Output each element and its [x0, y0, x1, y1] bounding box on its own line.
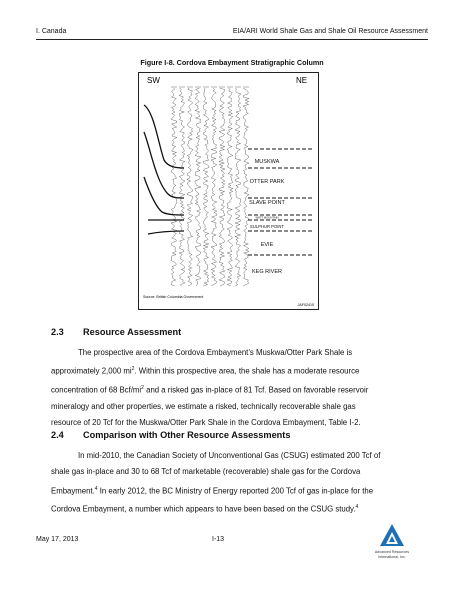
section-title: Comparison with Other Resource Assessments	[83, 430, 291, 440]
section-number: 2.3	[51, 327, 64, 337]
text-line: Embayment.	[51, 486, 95, 496]
figure-title: Figure I-8. Cordova Embayment Stratigraphic Column	[140, 58, 324, 67]
superscript: 2	[131, 366, 135, 373]
figure-source: Source: British Columbia Government	[143, 295, 204, 299]
text-line: shale gas in-place and 30 to 68 Tcf of marketable (recoverable) shale gas for the Cordova	[51, 467, 361, 477]
text-line: In early 2012, the BC Ministry of Energy reported 200 Tcf of gas in-place for the	[97, 486, 374, 496]
page-number: I-13	[212, 536, 225, 543]
text-line: mineralogy and other properties, we estimate a risked, technically recoverable shale gas	[51, 402, 356, 412]
unit-slave-point: SLAVE POINT	[249, 200, 285, 206]
unit-muskwa: MUSKWA	[254, 159, 280, 165]
footnote-ref: 4	[94, 485, 98, 492]
text-line: The prospective area of the Cordova Embayment’s Muskwa/Otter Park Shale is	[78, 348, 353, 357]
superscript: 2	[141, 385, 144, 392]
unit-keg-river: KEG RIVER	[252, 269, 282, 275]
section-number: 2.4	[51, 430, 64, 440]
unit-sulphur-point: SULPHUR POINT	[250, 224, 284, 229]
header-right: EIA/ARI World Shale Gas and Shale Oil Resource Assessment	[232, 28, 428, 35]
logo-line-2: International, Inc.	[378, 555, 406, 559]
text-line: resource of 20 Tcf for the Muskwa/Otter Park Shale in the Cordova Embayment, Table I-2.	[51, 418, 361, 428]
page-header	[36, 27, 428, 40]
header-left: I. Canada	[36, 28, 67, 35]
footer-date: May 17, 2013	[36, 536, 79, 543]
stratigraphic-column-figure	[138, 72, 319, 310]
ne-label: NE	[296, 76, 308, 85]
unit-otter-park: OTTER PARK	[249, 179, 285, 185]
unit-watt-mountain: WATT MOUNTAIN	[255, 215, 279, 220]
text-line: concentration of 68 Bcf/mi	[51, 385, 142, 395]
triangle-logo-icon	[374, 522, 410, 562]
text-line: In mid-2010, the Canadian Society of Unconventional Gas (CSUG) estimated 200 Tcf of	[78, 451, 381, 460]
text-line: Cordova Embayment, a number which appears to have been based on the CSUG study.	[51, 505, 356, 515]
section-title: Resource Assessment	[83, 327, 182, 337]
paragraph-resource-assessment	[51, 345, 414, 432]
text-line: . Within this prospective area, the shale has a moderate resource	[134, 366, 360, 376]
sw-label: SW	[147, 76, 160, 85]
figure-code: JAF02415	[297, 303, 314, 307]
footnote-ref: 4	[355, 504, 359, 511]
text-line: approximately 2,000 mi	[51, 366, 132, 376]
section-heading-2-3	[51, 327, 181, 337]
text-line: and a risked gas in-place of 81 Tcf. Based on favorable reservoir	[143, 385, 369, 395]
logo-line-1: Advanced Resources	[374, 550, 410, 554]
paragraph-comparison	[51, 448, 414, 518]
section-heading-2-4	[51, 430, 290, 440]
unit-evie: EVIE	[260, 242, 274, 248]
